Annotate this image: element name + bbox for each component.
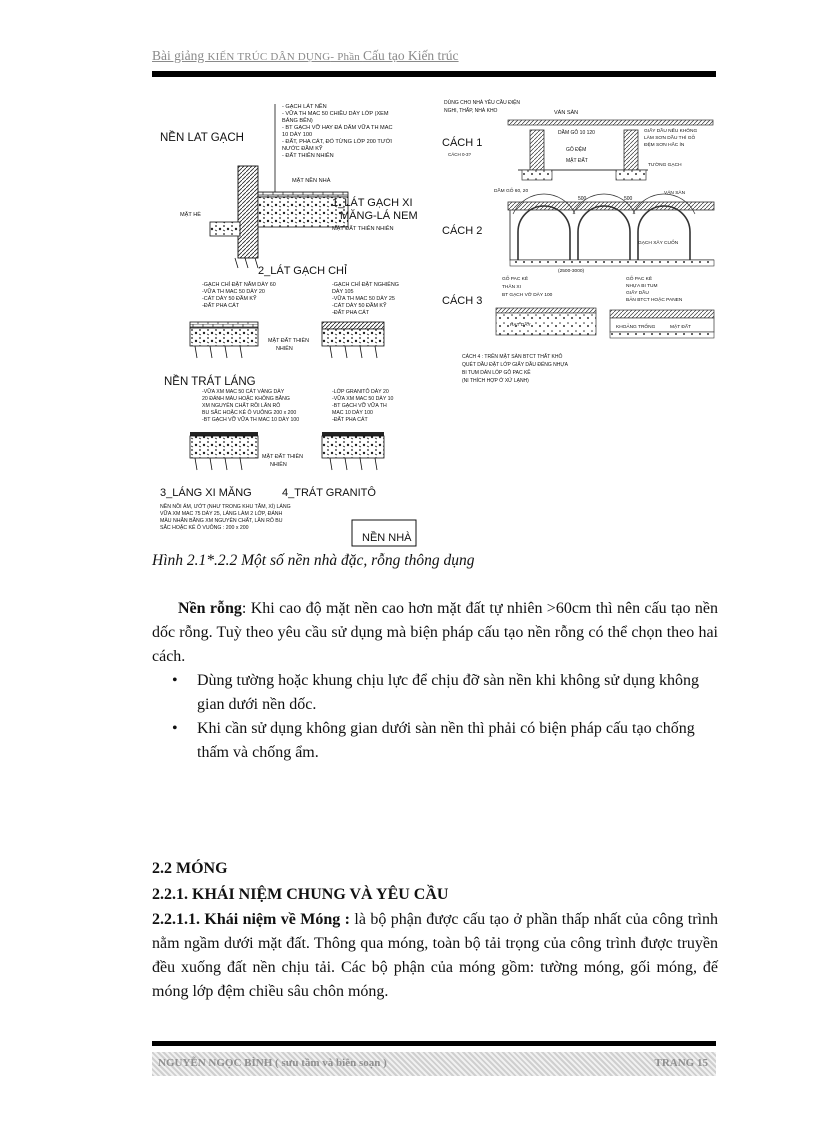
svg-text:-VỮA XM MAC 50 DÀY 10: -VỮA XM MAC 50 DÀY 10: [332, 396, 394, 402]
svg-text:-ĐẤT PHA CÁT: -ĐẤT PHA CÁT: [332, 310, 370, 316]
svg-text:NGHI, THẤP, NHÀ KHO: NGHI, THẤP, NHÀ KHO: [444, 108, 498, 114]
footer-rule: [152, 1041, 716, 1046]
bullet-text-1: Dùng tường hoặc khung chịu lực để chịu đỡ sàn nền khi không sử dụng không gian dưới nền dốc.: [197, 672, 699, 713]
label-dam-go: DẦM GỖ 10 120: [558, 130, 595, 136]
figure-caption: Hình 2.1*.2.2 Một số nền nhà đặc, rỗng thông dụng: [152, 552, 475, 569]
svg-text:-VỮA TH MAC 50 DÀY 20: -VỮA TH MAC 50 DÀY 20: [202, 289, 265, 295]
label-nen-trat-lang: NỀN TRÁT LÁNG: [164, 376, 256, 388]
bullet-text-2: Khi cần sử dụng không gian dưới sàn nền thì phải có biện pháp cấu tạo chống thấm và chống ẩm.: [197, 720, 695, 761]
paragraph-khai-niem-mong: [152, 908, 718, 1004]
header-rule: [152, 71, 716, 77]
svg-text:- ĐẤT, PHA CÁT, ĐỔ TỪNG LỚP 20: - ĐẤT, PHA CÁT, ĐỔ TỪNG LỚP 200 TƯỚI: [282, 139, 392, 145]
dim-500-b: 500: [624, 196, 633, 202]
paragraph-khai-niem-mong-text: là bộ phận được cấu tạo ở phần thấp nhất của công trình nằm ngầm dưới mặt đất. Thông qua móng, toàn bộ tải trọng của công trình được truyền đều xuống đất nền chịu tải. Các bộ phận của móng gồm: tường móng, gối móng, đế móng lớp đệm chiều sâu chôn móng.: [152, 911, 719, 1000]
svg-text:- GẠCH LÁT NỀN: - GẠCH LÁT NỀN: [282, 104, 327, 110]
svg-text:-BT GẠCH VỠ VỮA TH: -BT GẠCH VỠ VỮA TH: [332, 403, 387, 409]
paragraph-nen-rong-text: : Khi cao độ mặt nền cao hơn mặt đất tự nhiên >60cm thì nên cấu tạo nền dốc rỗng. Tuỳ theo yêu cầu sử dụng mà biện pháp cấu tạo nền rỗng có thể chọn theo hai cách.: [152, 600, 718, 665]
label-mat-dat: MẶT ĐẤT: [566, 158, 588, 164]
note-right-1: [644, 127, 697, 148]
header-part4: Cấu tạo Kiến trúc: [362, 48, 459, 63]
svg-text:BI TUM DÁN LÓP GỖ PAC KÊ: BI TUM DÁN LÓP GỖ PAC KÊ: [462, 370, 531, 376]
section-heading-mong: 2.2 MÓNG: [152, 860, 228, 877]
svg-text:- ĐẤT THIÊN NHIÊN: - ĐẤT THIÊN NHIÊN: [282, 153, 334, 159]
note-cach-4: [462, 352, 569, 384]
svg-text:DÙNG CHO NHÀ YÊU CẦU ĐIỆN: DÙNG CHO NHÀ YÊU CẦU ĐIỆN: [444, 100, 521, 106]
svg-text:-LỚP GRANITÔ DÀY 20: -LỚP GRANITÔ DÀY 20: [332, 389, 389, 395]
notes-top: [282, 103, 393, 159]
label-mat-he: MẶT HÈ: [180, 212, 202, 218]
svg-text:GỖ PAC KÊ: GỖ PAC KÊ: [502, 277, 529, 282]
svg-text:(NI THÍCH HỢP Ở XỨ LẠNH): (NI THÍCH HỢP Ở XỨ LẠNH): [462, 378, 529, 384]
label-mat-dat-thien: MẶT ĐẤT THIÊN: [268, 338, 310, 344]
svg-text:BT GẠCH VỠ DÀY 100: BT GẠCH VỠ DÀY 100: [502, 293, 553, 298]
dim-2500: (2500-3000): [558, 269, 585, 274]
bullet-item-2: [172, 717, 718, 765]
page-footer: [152, 1052, 716, 1076]
label-3: 3_LÁNG XI MĂNG: [160, 487, 252, 499]
label-mat-dat-3: MẶT ĐẤT: [670, 325, 691, 330]
svg-text:GIẤY DẦU NẾU KHÔNG: GIẤY DẦU NẾU KHÔNG: [644, 129, 698, 134]
svg-text:GIẤY DẦU: GIẤY DẦU: [626, 291, 649, 296]
svg-text:DÀY 105: DÀY 105: [332, 289, 354, 295]
label-cach-1-sub: CÁCH 0-3?: [448, 152, 472, 157]
label-cach-1: CÁCH 1: [442, 137, 483, 149]
bullet-item-1: [172, 669, 718, 717]
header-part2: KIẾN TRÚC DÂN DỤNG: [207, 51, 331, 63]
svg-text:MÀU NHẴN BẰNG XM NGUYÊN CHẤT,: MÀU NHẴN BẰNG XM NGUYÊN CHẤT, LĂN RÔ BU: [160, 518, 283, 524]
footer-author: NGUYỄN NGỌC BÌNH ( sưu tầm và biên soạn ): [158, 1057, 387, 1069]
notes-3-left: [202, 388, 299, 423]
label-hat-day: HẠT DẦY: [510, 323, 531, 328]
svg-text:CÁCH 4 : TRÊN MẶT SÀN BTCT THẤ: CÁCH 4 : TRÊN MẶT SÀN BTCT THẤT KHÔ: [462, 354, 563, 360]
svg-text:-GẠCH CHỈ ĐẶT NẰM DÀY 60: -GẠCH CHỈ ĐẶT NẰM DÀY 60: [202, 282, 276, 288]
right-top-notes: [444, 98, 520, 114]
svg-text:-ĐẤT PHA CÁT: -ĐẤT PHA CÁT: [202, 303, 240, 309]
notes-bottom: [160, 502, 291, 531]
dim-500-a: 500: [578, 196, 587, 202]
label-cach-3: CÁCH 3: [442, 295, 483, 307]
label-go-dem: GỖ ĐỆM: [566, 147, 587, 153]
figure-raised-floor: [438, 96, 718, 388]
label-1b: MĂNG-LÁ NEM: [340, 210, 418, 222]
label-dam-go-2: DẦM GỖ 60, 20: [494, 189, 529, 194]
svg-text:- BT GẠCH VỠ HAY ĐÁ DĂM VỮA TH: - BT GẠCH VỠ HAY ĐÁ DĂM VỮA TH MAC: [282, 125, 393, 131]
footer-page-number: TRANG 15: [654, 1057, 708, 1069]
svg-text:NƯỚC ĐẦM KỸ: NƯỚC ĐẦM KỸ: [282, 146, 323, 152]
bullet-icon: •: [172, 720, 178, 737]
svg-text:-GẠCH CHỈ ĐẶT NGHIÊNG: -GẠCH CHỈ ĐẶT NGHIÊNG: [332, 282, 399, 288]
svg-text:-VỮA XM MAC 50 CÁT VÀNG DÀY: -VỮA XM MAC 50 CÁT VÀNG DÀY: [202, 389, 285, 395]
term-nen-rong: Nền rỗng: [178, 600, 242, 617]
svg-text:20 ĐÁNH MÀU HOẶC KHÔNG BẰNG: 20 ĐÁNH MÀU HOẶC KHÔNG BẰNG: [202, 396, 290, 402]
svg-text:-ĐẤT PHA CÁT: -ĐẤT PHA CÁT: [332, 417, 368, 423]
label-mat-dat-thien-2: MẶT ĐẤT THIÊN: [262, 454, 304, 460]
title-nen-lat-gach: NỀN LAT GẠCH: [160, 132, 244, 144]
svg-text:MAC 10 DÀY 100: MAC 10 DÀY 100: [332, 410, 373, 416]
svg-text:-CÁT DÀY 50 ĐẦM KỸ: -CÁT DÀY 50 ĐẦM KỸ: [202, 296, 257, 302]
notes-2-left: [202, 280, 276, 309]
header-part1: Bài giảng: [152, 48, 208, 63]
label-gach-xay-cuon: GẠCH XÂY CUỐN: [638, 241, 679, 246]
svg-text:BẢNG BÊN): BẢNG BÊN): [282, 118, 313, 124]
label-cach-2: CÁCH 2: [442, 225, 483, 237]
svg-text:- VỮA TH MAC 50 CHIỀU DÀY LỚP: - VỮA TH MAC 50 CHIỀU DÀY LỚP (XEM: [282, 111, 389, 117]
notes-2-right: [332, 280, 399, 316]
header-part3: - Phần: [330, 51, 363, 63]
label-1a: 1_LÁT GẠCH XI: [332, 197, 413, 209]
svg-text:NỀN NỒI ẨM, ƯỚT (NHƯ TRONG KHU: NỀN NỒI ẨM, ƯỚT (NHƯ TRONG KHU TẮM, XÍ) LÁNG: [160, 504, 291, 510]
label-nhien: NHIÊN: [276, 346, 293, 352]
label-nhien-2: NHIÊN: [270, 462, 287, 468]
svg-text:BU SẮC HOẶC KẺ Ô VUÔNG 200 x 2: BU SẮC HOẶC KẺ Ô VUÔNG 200 x 200: [202, 410, 297, 416]
label-4: 4_TRÁT GRANITÔ: [282, 487, 376, 499]
note-3-right: [626, 274, 683, 303]
svg-text:VỮA XM MAC 75 DÀY 25, LÁNG LÀM: VỮA XM MAC 75 DÀY 25, LÁNG LÀM 2 LỚP, ĐÁNH: [160, 511, 283, 517]
label-mat-nen-nha: MẶT NỀN NHÀ: [292, 178, 331, 184]
wall-section: [238, 166, 258, 258]
svg-text:BẢN BTCT HOẶC PANEN: BẢN BTCT HOẶC PANEN: [626, 298, 683, 303]
label-khoang-trong: KHOẢNG TRỐNG: [616, 325, 656, 330]
paragraph-nen-rong: [152, 597, 718, 669]
term-khai-niem-mong: 2.2.1.1. Khái niệm về Móng :: [152, 911, 350, 928]
label-2: 2_LÁT GẠCH CHỈ: [258, 265, 348, 277]
bullet-icon: •: [172, 672, 178, 689]
svg-text:THÂN XI: THÂN XI: [502, 285, 521, 290]
figure-floor-details: [150, 96, 435, 548]
svg-text:-VỮA TH MAC 50 DÀY 25: -VỮA TH MAC 50 DÀY 25: [332, 296, 395, 302]
notes-3-right: [332, 388, 394, 423]
label-van-san-2: VÁN SÀN: [664, 191, 686, 196]
stamp-nen-nha: NỀN NHÀ: [362, 532, 412, 544]
svg-text:-CÁT DÀY 50 ĐẦM KỸ: -CÁT DÀY 50 ĐẦM KỸ: [332, 303, 387, 309]
label-tuong-gach: TƯỜNG GẠCH: [648, 163, 682, 168]
label-dat-thien-nhien: MẶT ĐẤT THIÊN NHIÊN: [332, 226, 394, 232]
svg-text:XM NGUYÊN CHẤT RỒI LĂN RÔ: XM NGUYÊN CHẤT RỒI LĂN RÔ: [202, 403, 281, 409]
svg-text:NHỰA BI TUM: NHỰA BI TUM: [626, 284, 658, 289]
label-van-san: VÁN SÀN: [554, 110, 579, 116]
svg-text:ĐỆM SƠN HẮC ÍN: ĐỆM SƠN HẮC ÍN: [644, 143, 685, 148]
svg-text:GỖ PAC KÊ: GỖ PAC KÊ: [626, 277, 653, 282]
svg-text:LÀM SƠN DẦU THÌ GỖ: LÀM SƠN DẦU THÌ GỖ: [644, 136, 696, 141]
page-header: [152, 48, 459, 64]
svg-text:QUÉT DẦU ĐẶT LỚP GIẤY DẦU ĐỂNG: QUÉT DẦU ĐẶT LỚP GIẤY DẦU ĐỂNG NHỰA: [462, 362, 568, 368]
svg-text:10 DÀY 100: 10 DÀY 100: [282, 132, 313, 138]
subsection-heading: 2.2.1. KHÁI NIỆM CHUNG VÀ YÊU CẦU: [152, 886, 449, 903]
svg-text:SẮC HOẶC KẺ Ô VUÔNG : 200 x 20: SẮC HOẶC KẺ Ô VUÔNG : 200 x 200: [160, 525, 249, 531]
svg-text:-BT GẠCH VỠ VỮA TH MAC 10 DÀY: -BT GẠCH VỠ VỮA TH MAC 10 DÀY 100: [202, 417, 300, 423]
note-3-left: [502, 274, 553, 298]
